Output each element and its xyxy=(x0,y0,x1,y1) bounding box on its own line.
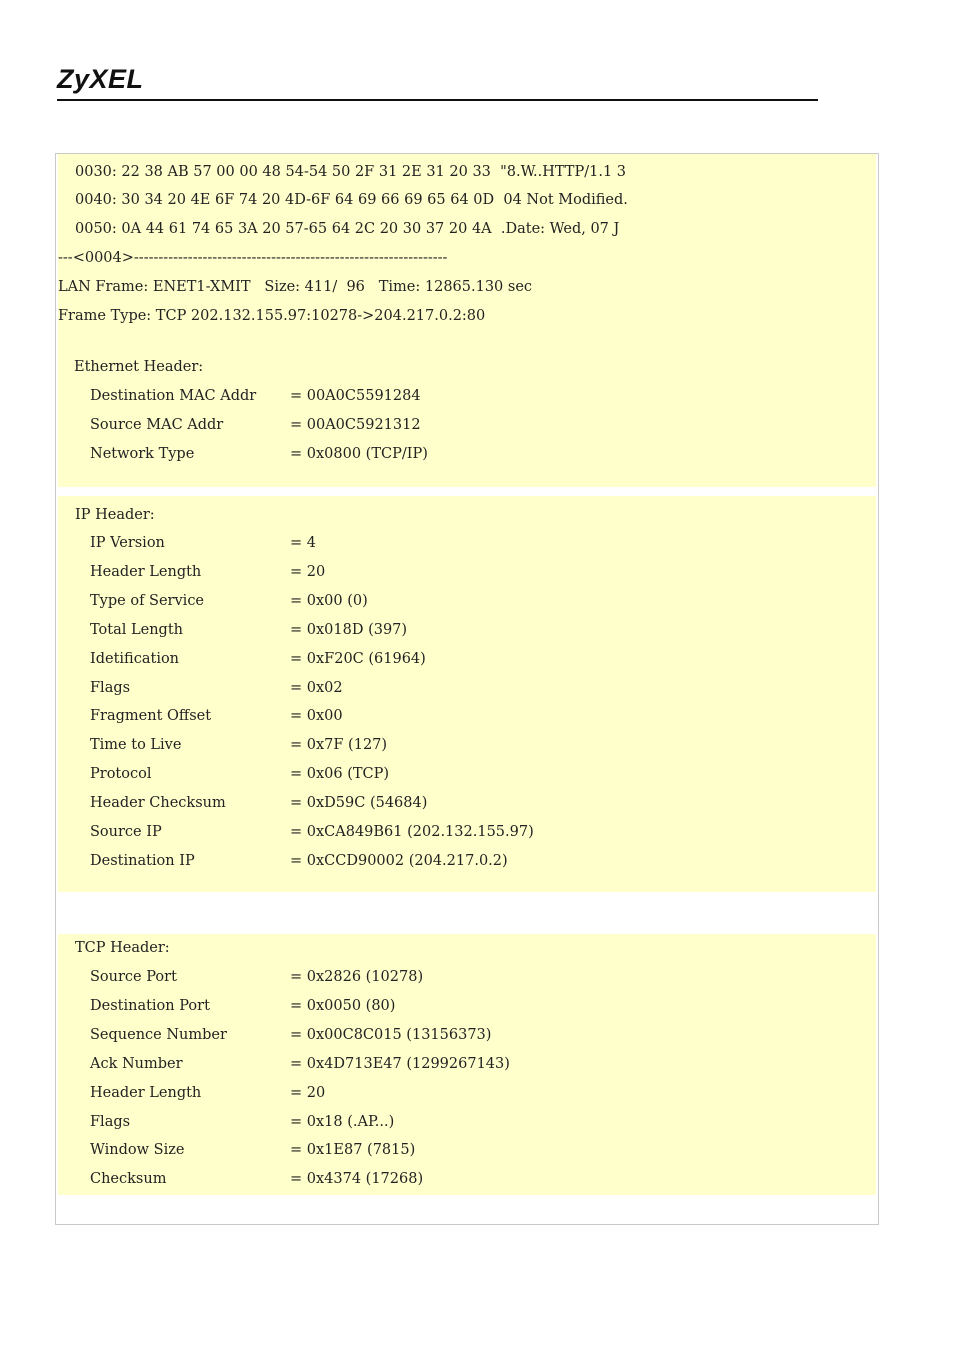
tcp-field-name: Source Port xyxy=(90,969,177,985)
tcp-field-name: Ack Number xyxy=(90,1055,183,1072)
tcp-field-value: = 0x4374 (17268) xyxy=(290,1171,424,1188)
tcp-header-title: TCP Header: xyxy=(75,940,170,956)
band-ethernet xyxy=(58,154,876,487)
tcp-field-value: = 0x0050 (80) xyxy=(290,997,396,1014)
ip-field-value: = 0x7F (127) xyxy=(290,737,388,754)
ip-header-title: IP Header: xyxy=(75,507,155,523)
ip-field-value: = 0xCA849B61 (202.132.155.97) xyxy=(290,824,534,840)
ip-field-name: Idetification xyxy=(90,650,180,667)
zyxel-logo: ZyXEL xyxy=(57,64,144,94)
frame-info: LAN Frame: ENET1-XMIT Size: 411/ 96 Time: 12865.130 sec xyxy=(58,279,533,295)
ethernet-field-value: = 00A0C5591284 xyxy=(290,388,421,404)
ethernet-field-value: = 00A0C5921312 xyxy=(290,417,421,433)
ip-field-name: Flags xyxy=(90,679,131,696)
ip-field-name: Header Checksum xyxy=(90,795,226,812)
band-ip xyxy=(58,496,876,892)
ip-field-value: = 0x018D (397) xyxy=(290,621,408,638)
ip-field-value: = 0x00 xyxy=(290,708,343,725)
ip-field-name: IP Version xyxy=(90,535,165,551)
ip-field-name: Protocol xyxy=(90,766,152,783)
band-tcp xyxy=(58,934,876,1195)
ethernet-header-title: Ethernet Header: xyxy=(74,359,204,375)
tcp-field-name: Sequence Number xyxy=(90,1026,227,1043)
header-rule xyxy=(57,99,818,101)
ip-field-name: Type of Service xyxy=(90,592,205,609)
ethernet-field-name: Destination MAC Addr xyxy=(90,388,257,404)
tcp-field-name: Destination Port xyxy=(90,997,210,1014)
ip-field-value: = 20 xyxy=(290,563,326,580)
ethernet-field-name: Network Type xyxy=(90,446,195,462)
tcp-field-value: = 0x2826 (10278) xyxy=(290,969,424,985)
ip-field-value: = 4 xyxy=(290,535,316,551)
ip-field-value: = 0x00 (0) xyxy=(290,592,368,609)
ip-field-name: Header Length xyxy=(90,563,202,580)
ip-field-name: Total Length xyxy=(90,621,183,638)
ip-field-name: Time to Live xyxy=(90,737,182,754)
frame-separator: ---<0004>---------------------------------------------------------------- xyxy=(58,250,448,266)
ip-field-value: = 0x06 (TCP) xyxy=(290,766,390,783)
tcp-field-name: Flags xyxy=(90,1113,131,1130)
ethernet-field-value: = 0x0800 (TCP/IP) xyxy=(290,446,428,462)
ethernet-field-name: Source MAC Addr xyxy=(90,417,224,433)
frame-type: Frame Type: TCP 202.132.155.97:10278->204.217.0.2:80 xyxy=(58,308,486,324)
ip-field-value: = 0xD59C (54684) xyxy=(290,795,428,812)
trace-output-box xyxy=(55,153,879,1225)
tcp-field-value: = 0x1E87 (7815) xyxy=(290,1142,416,1159)
hex-line: 0050: 0A 44 61 74 65 3A 20 57-65 64 2C 20 30 37 20 4A .Date: Wed, 07 J xyxy=(75,221,620,237)
tcp-field-name: Window Size xyxy=(90,1142,185,1159)
ip-field-value: = 0x02 xyxy=(290,679,343,696)
tcp-field-name: Header Length xyxy=(90,1084,202,1101)
tcp-field-value: = 0x4D713E47 (1299267143) xyxy=(290,1055,510,1072)
ip-field-value: = 0xCCD90002 (204.217.0.2) xyxy=(290,852,508,869)
hex-line: 0040: 30 34 20 4E 6F 74 20 4D-6F 64 69 66 69 65 64 0D 04 Not Modified. xyxy=(75,192,628,208)
tcp-field-value: = 0x00C8C015 (13156373) xyxy=(290,1026,492,1043)
ip-field-name: Destination IP xyxy=(90,852,195,869)
ip-field-value: = 0xF20C (61964) xyxy=(290,650,426,667)
ip-field-name: Source IP xyxy=(90,824,162,840)
ip-field-name: Fragment Offset xyxy=(90,708,212,725)
tcp-field-value: = 0x18 (.AP...) xyxy=(290,1113,395,1130)
tcp-field-name: Checksum xyxy=(90,1171,167,1188)
tcp-field-value: = 20 xyxy=(290,1084,326,1101)
hex-line: 0030: 22 38 AB 57 00 00 48 54-54 50 2F 31 2E 31 20 33 "8.W..HTTP/1.1 3 xyxy=(75,164,627,180)
